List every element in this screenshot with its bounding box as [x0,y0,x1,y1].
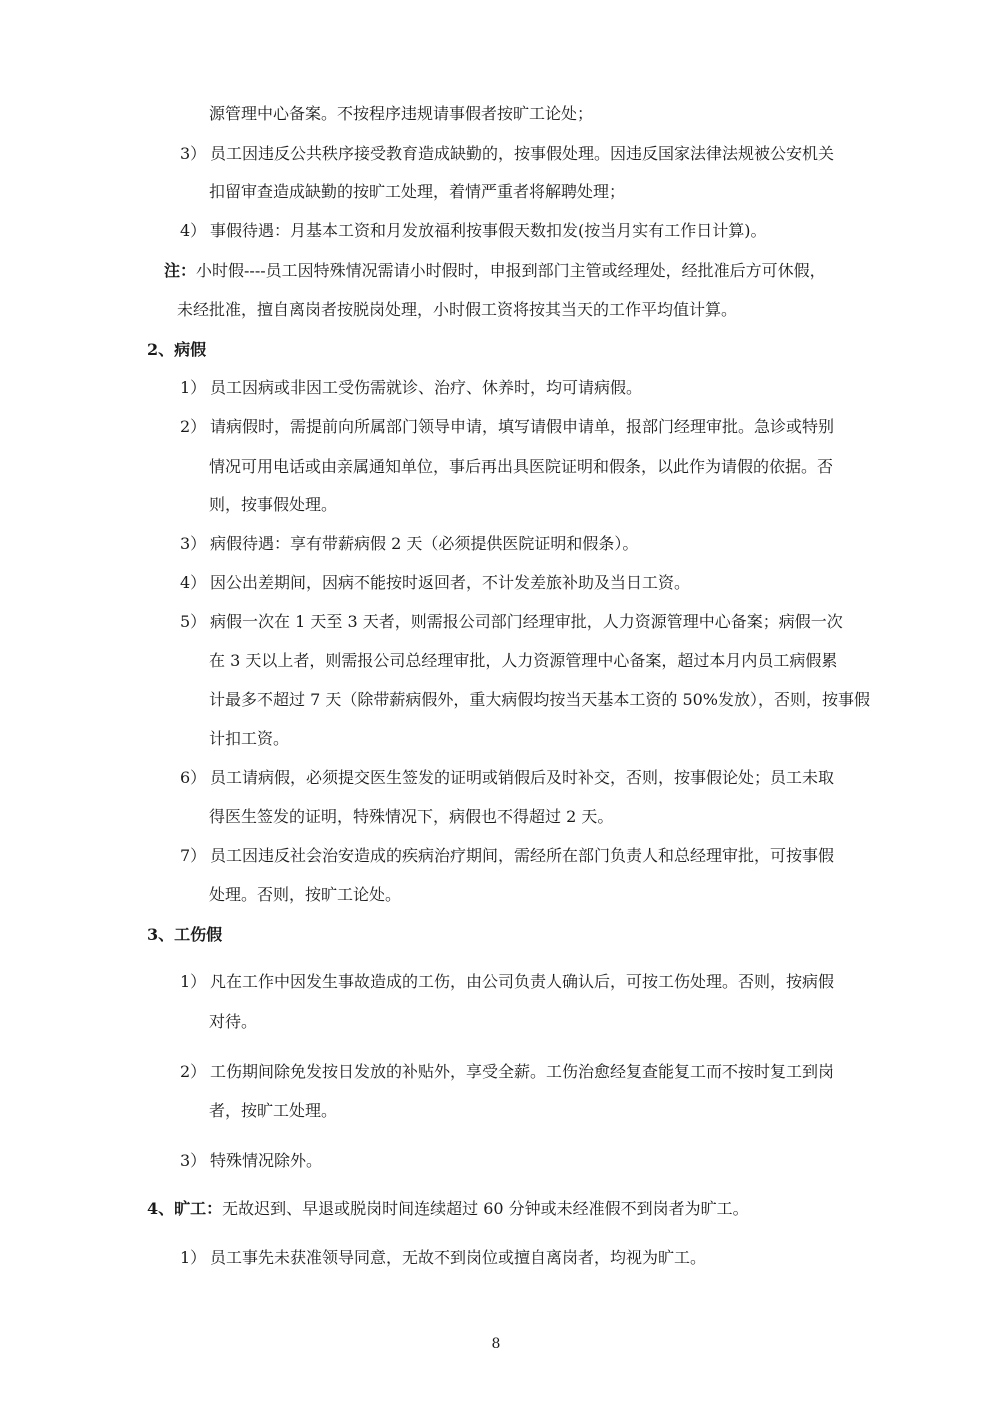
list-text: 病假一次在 1 天至 3 天者，则需报公司部门经理审批，人力资源管理中心备案；病假一次 [210,612,843,631]
section-heading-sick-leave: 2、病假 [147,340,207,359]
list-number: 3） [180,534,207,553]
list-number: 2） [180,1062,207,1081]
list-item-3 [180,143,834,165]
list-text: 员工事先未获准领导同意，无故不到岗位或擅自离岗者，均视为旷工。 [210,1248,707,1267]
list-item-5 [180,611,843,633]
paragraph-line: 得医生签发的证明，特殊情况下，病假也不得超过 2 天。 [209,807,614,826]
list-number: 7） [180,846,207,865]
list-item-2 [180,416,834,438]
list-number: 3） [180,144,207,163]
list-item-3 [180,1150,322,1172]
list-number: 1） [180,972,207,991]
list-number: 3） [180,1151,207,1170]
list-text: 特殊情况除外。 [210,1151,323,1170]
list-item-3 [180,533,638,555]
paragraph-line: 未经批准，擅自离岗者按脱岗处理，小时假工资将按其当天的工作平均值计算。 [177,300,738,319]
paragraph-line: 对待。 [209,1012,258,1031]
section-label: 4、旷工： [147,1199,223,1218]
paragraph-line: 在 3 天以上者，则需报公司总经理审批，人力资源管理中心备案，超过本月内员工病假累 [209,651,838,670]
list-item-1 [180,1247,706,1269]
list-number: 4） [180,221,207,240]
section-text: 无故迟到、早退或脱岗时间连续超过 60 分钟或未经准假不到岗者为旷工。 [222,1199,749,1218]
note-line [164,260,826,282]
section-heading-absenteeism [147,1198,749,1220]
list-text: 员工因病或非因工受伤需就诊、治疗、休养时，均可请病假。 [210,378,643,397]
list-text: 员工因违反社会治安造成的疾病治疗期间，需经所在部门负责人和总经理审批，可按事假 [210,846,835,865]
list-text: 病假待遇：享有带薪病假 2 天（必须提供医院证明和假条）。 [210,534,639,553]
paragraph-line: 处理。否则，按旷工论处。 [209,885,402,904]
list-number: 1） [180,378,207,397]
paragraph-line: 源管理中心备案。不按程序违规请事假者按旷工论处； [209,104,594,123]
list-number: 6） [180,768,207,787]
paragraph-line: 情况可用电话或由亲属通知单位，事后再出具医院证明和假条，以此作为请假的依据。否 [209,457,834,476]
list-item-4 [180,220,767,242]
list-number: 4） [180,573,207,592]
list-text: 工伤期间除免发按日发放的补贴外，享受全薪。工伤治愈经复查能复工而不按时复工到岗 [210,1062,835,1081]
list-text: 请病假时，需提前向所属部门领导申请，填写请假申请单，报部门经理审批。急诊或特别 [210,417,835,436]
page-number: 8 [491,1336,501,1352]
list-item-2 [180,1061,834,1083]
list-item-6 [180,767,834,789]
paragraph-line: 计最多不超过 7 天（除带薪病假外，重大病假均按当天基本工资的 50%发放），否则，按事假 [209,690,871,709]
section-heading-work-injury: 3、工伤假 [147,925,223,944]
paragraph-line: 者，按旷工处理。 [209,1101,338,1120]
paragraph-line: 扣留审查造成缺勤的按旷工处理，着情严重者将解聘处理； [209,182,626,201]
list-number: 5） [180,612,207,631]
list-text: 凡在工作中因发生事故造成的工伤，由公司负责人确认后，可按工伤处理。否则，按病假 [210,972,835,991]
list-number: 1） [180,1248,207,1267]
list-item-7 [180,845,834,867]
list-text: 事假待遇：月基本工资和月发放福利按事假天数扣发(按当月实有工作日计算)。 [210,221,767,240]
note-text: 小时假----员工因特殊情况需请小时假时，申报到部门主管或经理处，经批准后方可休假， [196,261,826,280]
paragraph-line: 则，按事假处理。 [209,495,338,514]
list-text: 因公出差期间，因病不能按时返回者，不计发差旅补助及当日工资。 [210,573,691,592]
list-text: 员工请病假，必须提交医生签发的证明或销假后及时补交，否则，按事假论处；员工未取 [210,768,835,787]
list-number: 2） [180,417,207,436]
paragraph-line: 计扣工资。 [209,729,290,748]
list-item-1 [180,971,834,993]
note-label: 注： [164,261,197,280]
list-item-4 [180,572,690,594]
list-item-1 [180,377,642,399]
list-text: 员工因违反公共秩序接受教育造成缺勤的，按事假处理。因违反国家法律法规被公安机关 [210,144,835,163]
